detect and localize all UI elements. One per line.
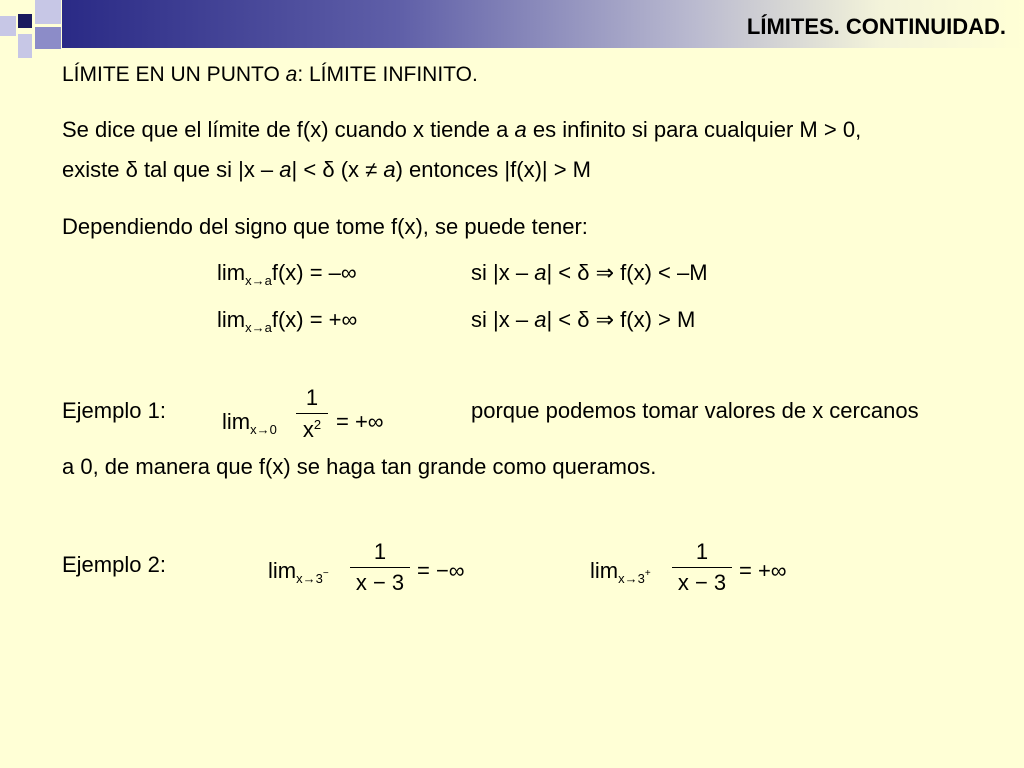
example1-result: = +∞ [336, 409, 384, 434]
definition-var: a [383, 157, 396, 182]
example2-label: Ejemplo 2: [62, 552, 166, 577]
case1-condition [471, 262, 708, 284]
definition-text: ) entonces |f(x)| > M [395, 157, 592, 182]
cases-intro: Dependiendo del signo que tome f(x), se puede tener: [62, 214, 588, 239]
definition-line-1 [62, 119, 861, 141]
definition-text: Se dice que el límite de f(x) cuando x tiende a [62, 117, 515, 142]
fraction-denominator: x − 3 [677, 570, 727, 595]
example1-text-b: a 0, de manera que f(x) se haga tan grande como queramos. [62, 454, 657, 479]
denominator-exponent: 2 [313, 417, 322, 432]
case2-limit [217, 309, 357, 334]
definition-line-2 [62, 159, 591, 181]
definition-text: | < δ (x ≠ [291, 157, 384, 182]
lim-subscript: x→a [245, 273, 272, 288]
page-title: LÍMITES. CONTINUIDAD. [746, 14, 1006, 39]
lim-superscript: − [322, 568, 329, 579]
lim-text: lim [217, 260, 246, 285]
fraction-bar [296, 413, 328, 414]
lim-text: lim [268, 558, 297, 583]
definition-var: a [514, 117, 527, 142]
fraction-bar [350, 567, 410, 568]
deco-square-light-3 [18, 34, 32, 58]
fraction-numerator: 1 [695, 539, 709, 564]
condition-text: si |x – [471, 260, 535, 285]
example2-right-fraction [672, 541, 732, 594]
lim-expression: f(x) = –∞ [271, 260, 357, 285]
lim-subscript: x→0 [250, 422, 277, 437]
section-title [62, 64, 478, 85]
deco-square-light-2 [0, 16, 16, 36]
case1-limit [217, 262, 357, 287]
example1-label: Ejemplo 1: [62, 398, 166, 423]
fraction-denominator: x − 3 [355, 570, 405, 595]
example1-text-a: porque podemos tomar valores de x cercanos [471, 398, 919, 423]
deco-square-light [35, 0, 61, 24]
lim-expression: f(x) = +∞ [271, 307, 358, 332]
example2-left-lim [268, 560, 329, 585]
lim-subscript: x→3 [618, 571, 645, 586]
lim-text: lim [590, 558, 619, 583]
lim-text: lim [217, 307, 246, 332]
deco-square-mid [35, 27, 61, 49]
condition-text: | < δ ⇒ f(x) < –M [546, 260, 708, 285]
definition-var: a [279, 157, 292, 182]
fraction-numerator: 1 [373, 539, 387, 564]
example2-left-result: = −∞ [417, 558, 465, 583]
fraction-denominator [296, 418, 328, 441]
deco-square-navy [18, 14, 32, 28]
lim-subscript: x→3 [296, 571, 323, 586]
case2-condition [471, 309, 695, 331]
example1-fraction [296, 387, 328, 441]
section-title-prefix: LÍMITE EN UN PUNTO [62, 63, 286, 86]
example2-right-result: = +∞ [739, 558, 787, 583]
section-title-var: a [285, 63, 298, 86]
condition-text: si |x – [471, 307, 535, 332]
example2-right-lim [590, 560, 651, 585]
denominator-base: x [302, 417, 314, 442]
condition-var: a [534, 307, 547, 332]
lim-text: lim [222, 409, 251, 434]
fraction-bar [672, 567, 732, 568]
example1-lim [222, 411, 277, 436]
example2-left-fraction [350, 541, 410, 594]
condition-text: | < δ ⇒ f(x) > M [546, 307, 696, 332]
definition-text: es infinito si para cualquier M > 0, [526, 117, 862, 142]
condition-var: a [534, 260, 547, 285]
definition-text: existe δ tal que si |x – [62, 157, 280, 182]
lim-superscript: + [644, 568, 651, 579]
fraction-numerator: 1 [305, 385, 319, 410]
lim-subscript: x→a [245, 320, 272, 335]
section-title-suffix: : LÍMITE INFINITO. [297, 63, 478, 86]
